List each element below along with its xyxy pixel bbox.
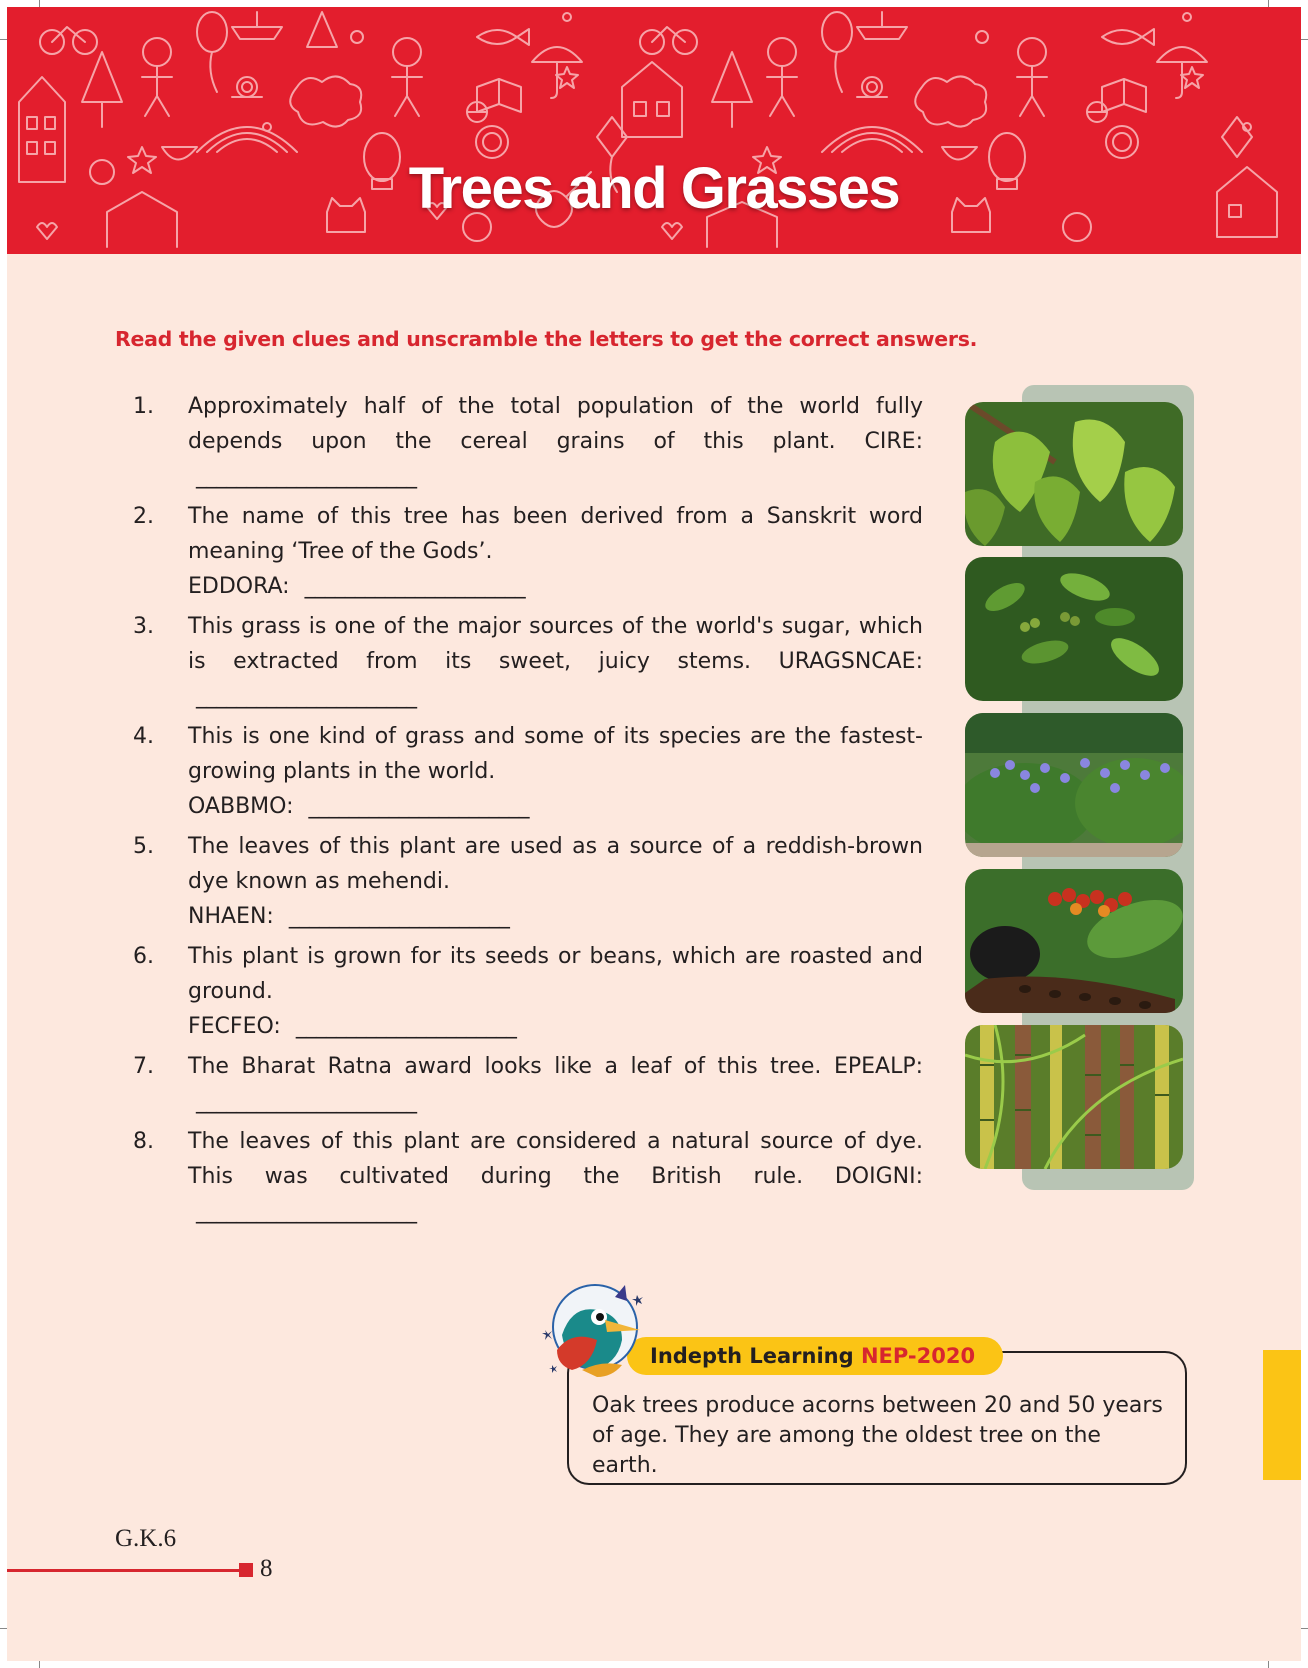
question-number: 2. xyxy=(133,504,154,529)
question-number: 4. xyxy=(133,724,154,749)
answer-blank[interactable]: ______________________ xyxy=(196,1089,416,1114)
page-title: Trees and Grasses xyxy=(408,156,900,221)
question-number: 5. xyxy=(133,834,154,859)
side-tab xyxy=(1263,1350,1301,1480)
scrambled-word: EDDORA: xyxy=(188,574,290,599)
question-item xyxy=(133,499,923,604)
question-item xyxy=(133,1049,923,1119)
answer-blank[interactable]: ______________________ xyxy=(288,904,509,929)
fact-label-text: Indepth Learning xyxy=(650,1344,854,1368)
page-number: 8 xyxy=(260,1555,273,1582)
scrambled-word: OABBMO: xyxy=(188,794,294,819)
answer-blank[interactable]: ______________________ xyxy=(304,574,525,599)
sugarcane-photo xyxy=(965,1025,1183,1169)
indigo-plant-photo xyxy=(965,713,1183,857)
question-item xyxy=(133,389,923,494)
peepal-leaves-photo xyxy=(965,402,1183,546)
question-item xyxy=(133,719,923,824)
question-text: The Bharat Ratna award looks like a leaf of this tree. xyxy=(188,1054,822,1079)
answer-blank[interactable]: ______________________ xyxy=(196,464,416,489)
instruction-text: Read the given clues and unscramble the letters to get the correct answers. xyxy=(115,327,978,351)
question-number: 7. xyxy=(133,1054,154,1079)
fact-text: Oak trees produce acorns between 20 and 50 years of age. They are among the oldest tree on the earth. xyxy=(592,1393,1163,1478)
scrambled-word: URAGSNCAE: xyxy=(778,649,923,674)
question-number: 6. xyxy=(133,944,154,969)
question-text: The leaves of this plant are used as a source of a reddish-brown dye known as mehendi. xyxy=(188,834,923,894)
question-number: 1. xyxy=(133,394,154,419)
question-text: This is one kind of grass and some of its species are the fastest-growing plants in the world. xyxy=(188,724,923,784)
question-item xyxy=(133,1124,923,1229)
footer-square xyxy=(239,1563,253,1577)
scrambled-word: CIRE: xyxy=(864,429,923,454)
answer-blank[interactable]: ______________________ xyxy=(295,1014,516,1039)
page xyxy=(7,7,1301,1661)
footer-book-code: G.K.6 xyxy=(115,1525,177,1552)
footer-line xyxy=(7,1569,242,1572)
question-text: Approximately half of the total population of the world fully depends upon the cereal grains of this plant. xyxy=(188,394,923,454)
question-number: 8. xyxy=(133,1129,154,1154)
answer-blank[interactable]: ______________________ xyxy=(196,684,416,709)
scrambled-word: EPEALP: xyxy=(833,1054,924,1079)
fact-label xyxy=(650,1342,975,1370)
question-number: 3. xyxy=(133,614,154,639)
scrambled-word: NHAEN: xyxy=(188,904,274,929)
question-text: The leaves of this plant are considered a natural source of dye. This was cultivated during the British rule. xyxy=(188,1129,923,1189)
question-item xyxy=(133,609,923,714)
answer-blank[interactable]: ______________________ xyxy=(196,1199,416,1224)
bird-mascot-icon xyxy=(537,1275,657,1385)
coffee-beans-photo xyxy=(965,869,1183,1013)
henna-plant-photo xyxy=(965,557,1183,701)
question-text: The name of this tree has been derived from a Sanskrit word meaning ‘Tree of the Gods’. xyxy=(188,504,923,564)
chapter-header xyxy=(7,7,1301,254)
scrambled-word: FECFEO: xyxy=(188,1014,281,1039)
scrambled-word: DOIGNI: xyxy=(834,1164,923,1189)
question-text: This plant is grown for its seeds or beans, which are roasted and ground. xyxy=(188,944,923,1004)
question-text: This grass is one of the major sources of the world's sugar, which is extracted from its sweet, juicy stems. xyxy=(188,614,923,674)
question-list xyxy=(133,389,923,1234)
question-item xyxy=(133,939,923,1044)
question-item xyxy=(133,829,923,934)
answer-blank[interactable]: ______________________ xyxy=(308,794,529,819)
fact-label-highlight: NEP-2020 xyxy=(860,1344,976,1368)
